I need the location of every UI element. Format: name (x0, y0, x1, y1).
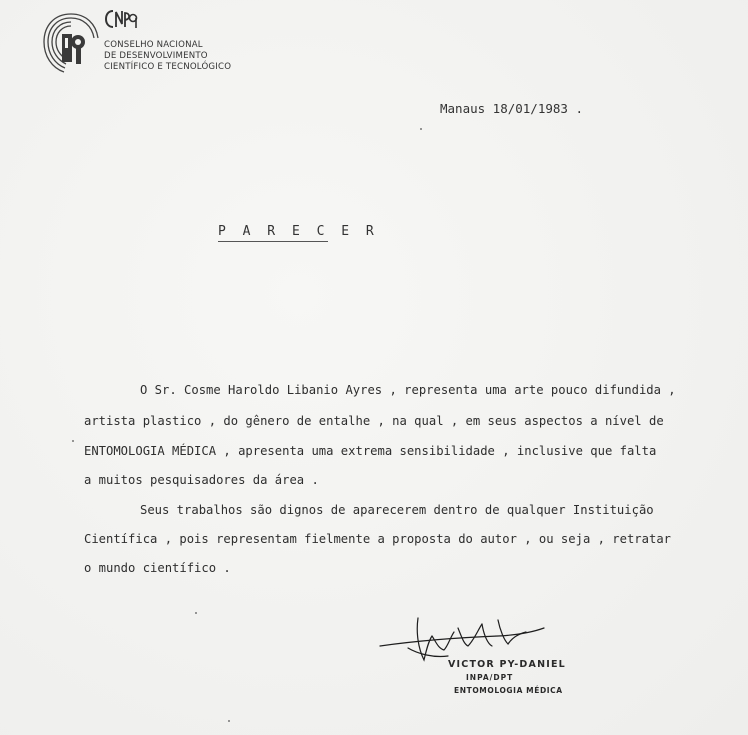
scan-speck (72, 440, 74, 442)
org-name (104, 40, 231, 72)
cnpq-logo-icon (40, 10, 102, 76)
signatory-name: VICTOR PY-DANIEL (448, 659, 566, 670)
scan-speck (195, 612, 197, 614)
body-line: O Sr. Cosme Haroldo Libanio Ayres , representa uma arte pouco difundida , (140, 383, 676, 397)
body-line: o mundo científico . (84, 561, 231, 575)
scan-speck (420, 128, 422, 130)
signatory-department: ENTOMOLOGIA MÉDICA (454, 686, 563, 695)
cnpq-wordmark-icon (104, 6, 138, 32)
body-line: Seus trabalhos são dignos de aparecerem dentro de qualquer Instituição (140, 503, 654, 517)
org-line: DE DESENVOLVIMENTO (104, 50, 208, 61)
org-line: CONSELHO NACIONAL (104, 40, 203, 50)
title-underline (218, 241, 328, 242)
body-line: ENTOMOLOGIA MÉDICA , apresenta uma extrema sensibilidade , inclusive que falta (84, 444, 657, 458)
body-line: Científica , pois representam fielmente a proposta do autor , ou seja , retratar (84, 532, 671, 546)
body-line: artista plastico , do gênero de entalhe , na qual , em seus aspectos a nível de (84, 414, 664, 428)
org-line: CIENTÍFICO E TECNOLÓGICO (104, 61, 232, 72)
scan-speck (228, 720, 230, 722)
body-line: a muitos pesquisadores da área . (84, 473, 319, 487)
date-line: Manaus 18/01/1983 . (440, 101, 583, 116)
document-title: P A R E C E R (218, 224, 379, 239)
signatory-institution: INPA/DPT (466, 673, 514, 682)
